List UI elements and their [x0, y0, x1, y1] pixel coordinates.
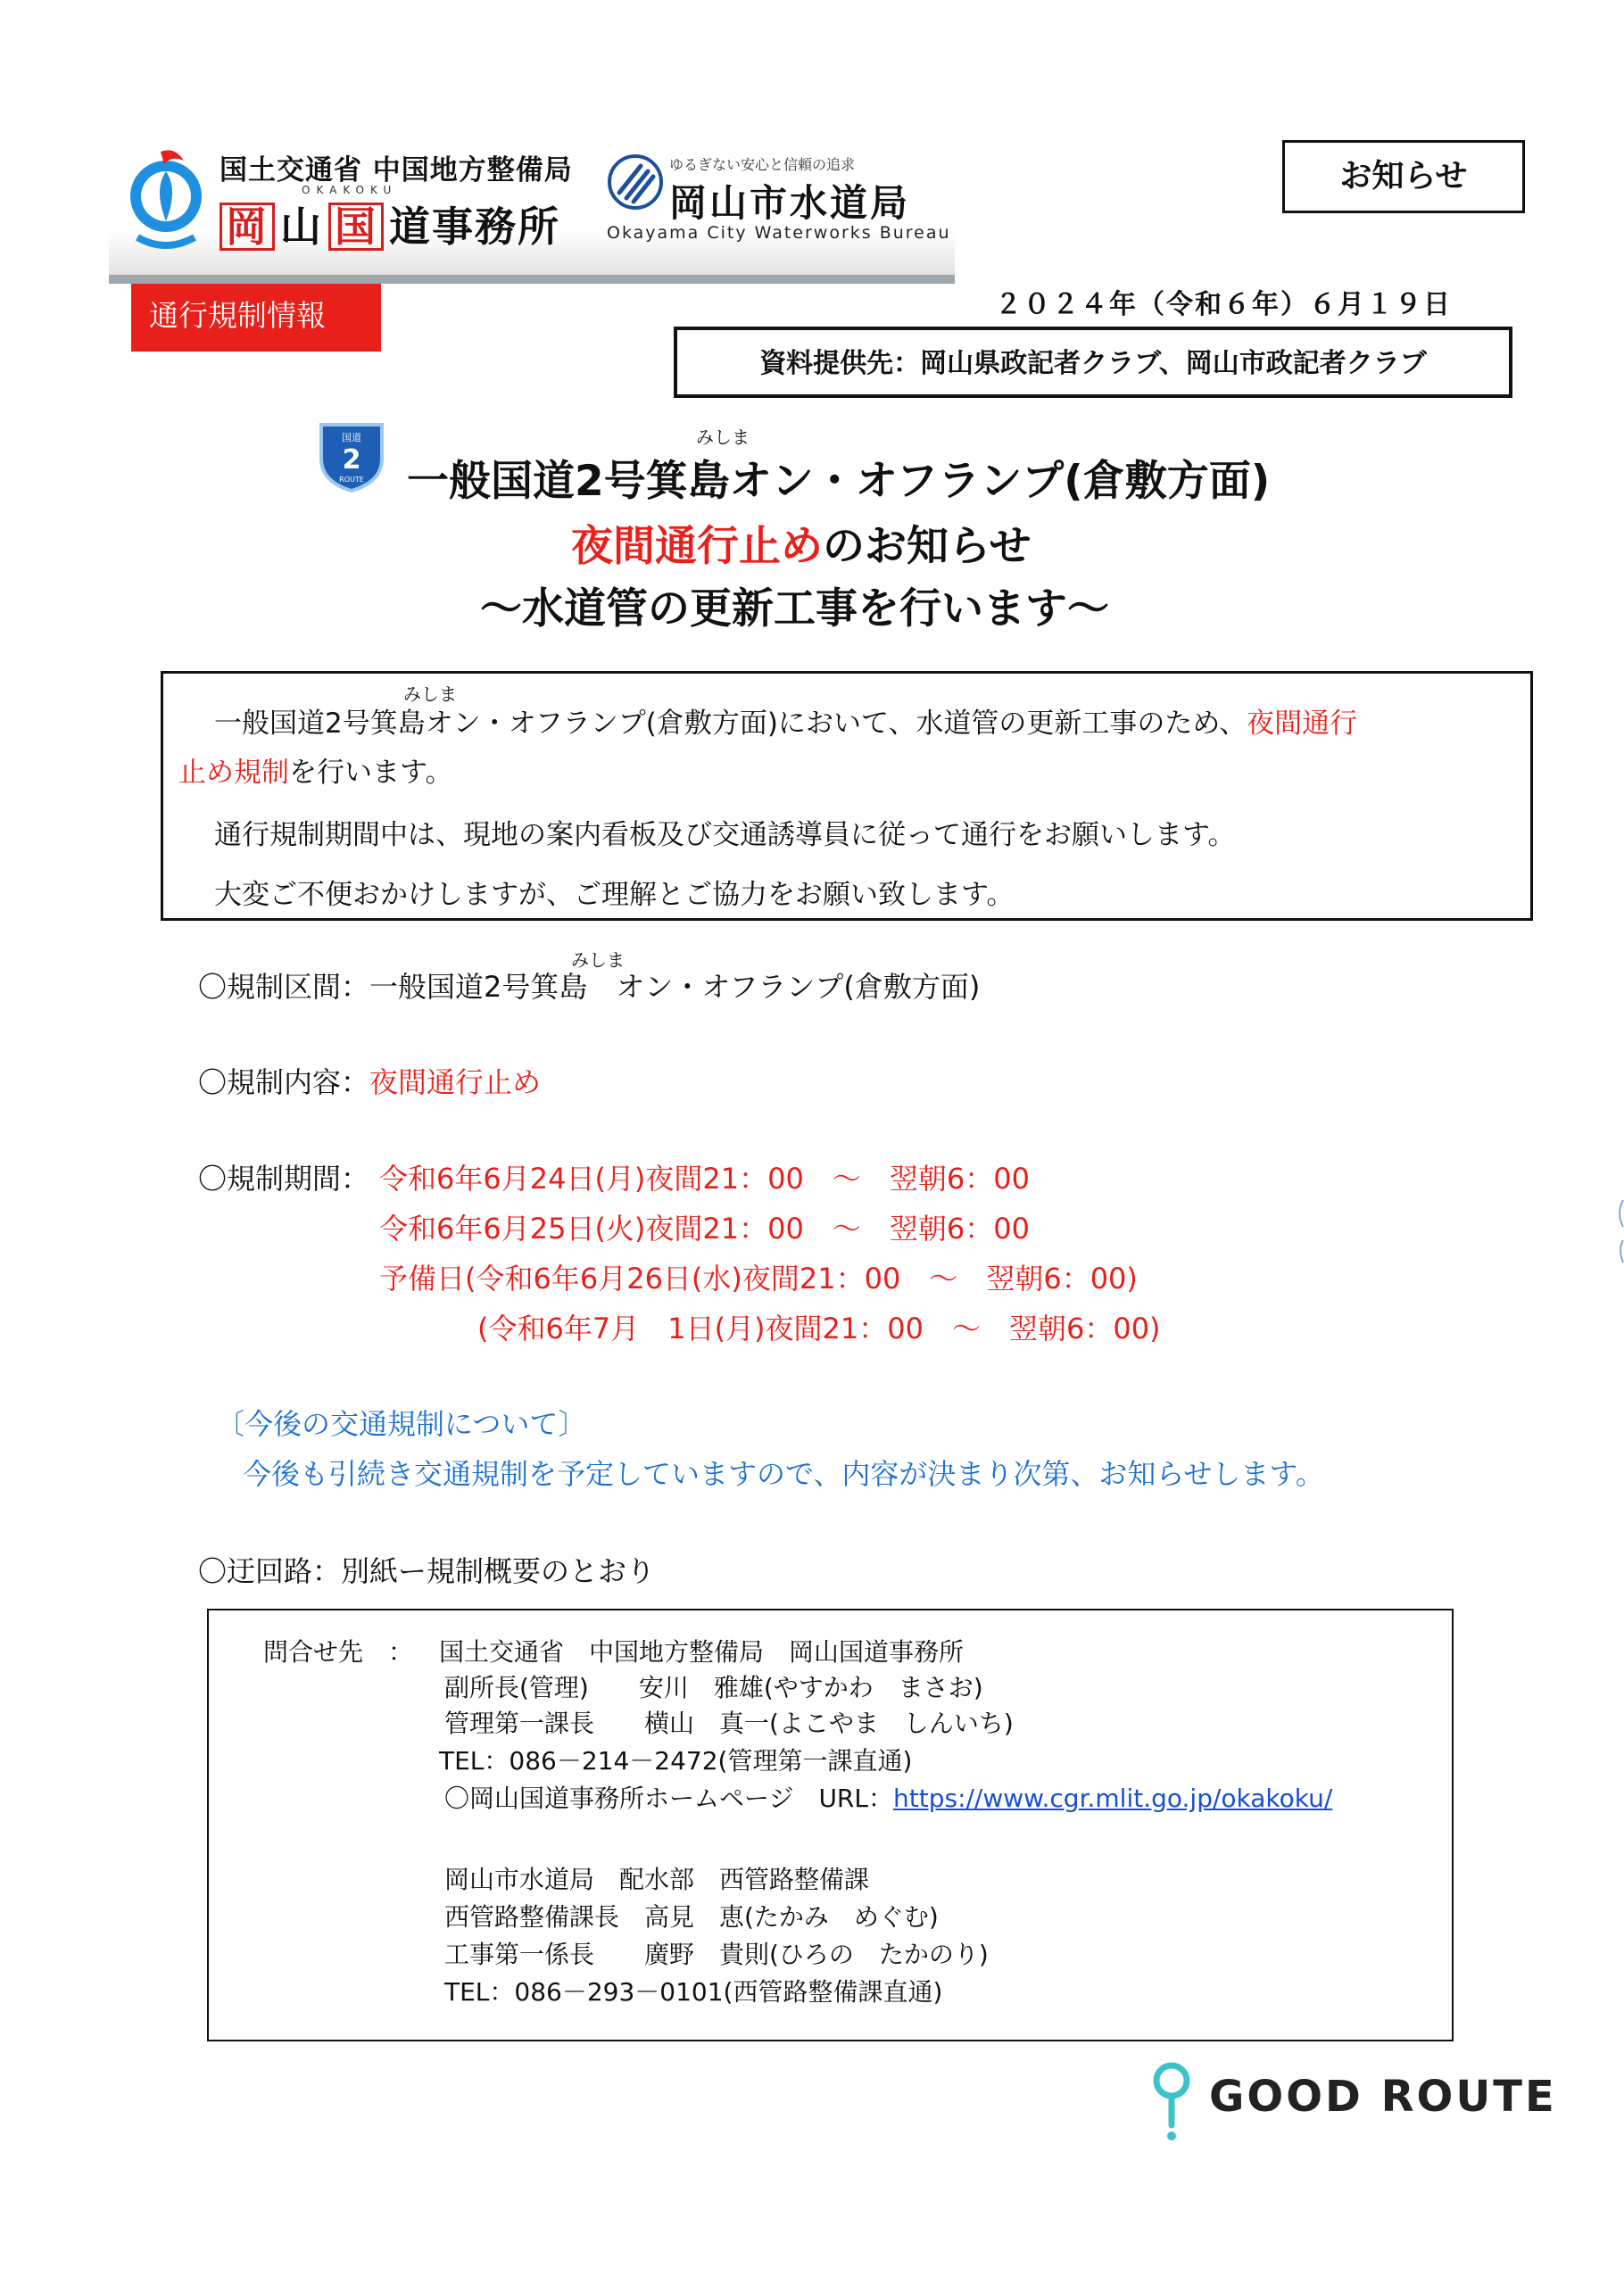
period-2: 令和6年6月25日(火)夜間21：00 ～ 翌朝6：00: [379, 1212, 1030, 1246]
contact-org-2: 岡山市水道局 配水部 西管路整備課: [444, 1865, 870, 1894]
traffic-regulation-label: 通行規制情報: [131, 284, 381, 352]
regulation-content: [198, 1060, 541, 1101]
summary-p1-red1: 夜間通行: [1247, 708, 1358, 740]
contact-tel-1: TEL：086－214－2472(管理第一課直通): [439, 1746, 913, 1776]
good-route-pin-icon: [1149, 2061, 1194, 2143]
notice-badge: お知らせ: [1282, 140, 1525, 213]
summary-p1-red2: 止め規制: [178, 757, 289, 789]
route-2-shield-icon: [314, 419, 389, 493]
summary-p1-end: を行います。: [289, 757, 453, 789]
homepage-link[interactable]: https://www.cgr.mlit.go.jp/okakoku/: [893, 1784, 1333, 1813]
mlit-office-name: [220, 195, 560, 253]
future-heading: 〔今後の交通規制について〕: [216, 1407, 587, 1441]
waterworks-name: 岡山市水道局: [669, 181, 911, 225]
shield-bottom-text: ROUTE: [339, 476, 364, 484]
page-edge-mark: [1615, 1196, 1624, 1267]
contact-homepage: [444, 1779, 1332, 1815]
shield-top-text: 国道: [342, 432, 361, 443]
content-value: 夜間通行止め: [369, 1065, 542, 1099]
title-notice-text: のお知らせ: [823, 522, 1032, 571]
regulation-section: [198, 965, 980, 1006]
section-ruby: みしま: [571, 949, 625, 971]
office-char-3: 国: [328, 203, 384, 251]
waterworks-name-en: Okayama City Waterworks Bureau: [607, 223, 951, 243]
shield-number: 2: [342, 444, 361, 476]
section-label: 〇規制区間：: [198, 970, 370, 1004]
title-closure-text: 夜間通行止め: [571, 522, 823, 571]
homepage-label: 〇岡山国道事務所ホームページ URL：: [444, 1784, 893, 1813]
contact-org-1: 国土交通省 中国地方整備局 岡山国道事務所: [439, 1637, 965, 1667]
contact-person-4: 工事第一係長 廣野 貴則(ひろの たかのり): [444, 1940, 989, 1969]
office-name-rest: 道事務所: [389, 203, 560, 251]
office-char-1: 岡: [220, 203, 275, 251]
summary-p1-text: 一般国道2号箕島オン・オフランプ(倉敷方面)において、水道管の更新工事のため、: [214, 708, 1247, 740]
detour-info: 〇迂回路：別紙ー規制概要のとおり: [198, 1554, 656, 1588]
mlit-logo-icon: [125, 145, 207, 252]
summary-ruby: みしま: [403, 683, 457, 705]
contact-person-2: 管理第一課長 横山 真一(よこやま しんいち): [444, 1709, 1014, 1738]
summary-paragraph-1a: [214, 700, 1357, 741]
good-route-logo-text: GOOD ROUTE: [1209, 2072, 1557, 2122]
period-reserve-1: 予備日(令和6年6月26日(水)夜間21：00 ～ 翌朝6：00): [379, 1262, 1138, 1296]
summary-paragraph-2: 通行規制期間中は、現地の案内看板及び交通誘導員に従って通行をお願いします。: [214, 819, 1236, 851]
press-recipients-box: 資料提供先：岡山県政記者クラブ、岡山市政記者クラブ: [674, 327, 1512, 398]
future-text: 今後も引続き交通規制を予定していますので、内容が決まり次第、お知らせします。: [243, 1457, 1324, 1491]
office-char-2: 山: [280, 203, 323, 251]
content-label: 〇規制内容：: [198, 1065, 370, 1099]
publish-date: ２０２４年（令和６年）６月１９日: [995, 289, 1452, 320]
summary-paragraph-1b: [178, 749, 453, 790]
okakoku-romaji: OKAKOKU: [302, 184, 398, 196]
title-line-3: ～水道管の更新工事を行います～: [480, 584, 1109, 633]
contact-person-3: 西管路整備課長 高見 恵(たかみ めぐむ): [444, 1902, 939, 1932]
contact-label: 問合せ先 ：: [263, 1637, 414, 1667]
contact-tel-2: TEL：086－293－0101(西管路整備課直通): [444, 1977, 943, 2007]
waterworks-logo-icon: [607, 153, 664, 211]
summary-paragraph-3: 大変ご不便おかけしますが、ご理解とご協力をお願い致します。: [214, 879, 1015, 911]
mlit-bureau-name: 国土交通省 中国地方整備局: [220, 154, 573, 186]
waterworks-tagline: ゆるぎない安心と信頼の追求: [669, 156, 856, 173]
title-line-2: [571, 513, 1032, 573]
title-ruby: みしま: [696, 426, 750, 448]
title-line-1: 一般国道2号箕島オン・オフランプ(倉敷方面): [407, 457, 1271, 506]
section-value: 一般国道2号箕島 オン・オフランプ(倉敷方面): [369, 970, 981, 1004]
period-1: 令和6年6月24日(月)夜間21：00 ～ 翌朝6：00: [379, 1162, 1030, 1196]
contact-person-1: 副所長(管理) 安川 雅雄(やすかわ まさお): [444, 1673, 983, 1702]
period-label: 〇規制期間：: [198, 1162, 370, 1196]
period-reserve-2: (令和6年7月 1日(月)夜間21：00 ～ 翌朝6：00): [477, 1312, 1161, 1345]
